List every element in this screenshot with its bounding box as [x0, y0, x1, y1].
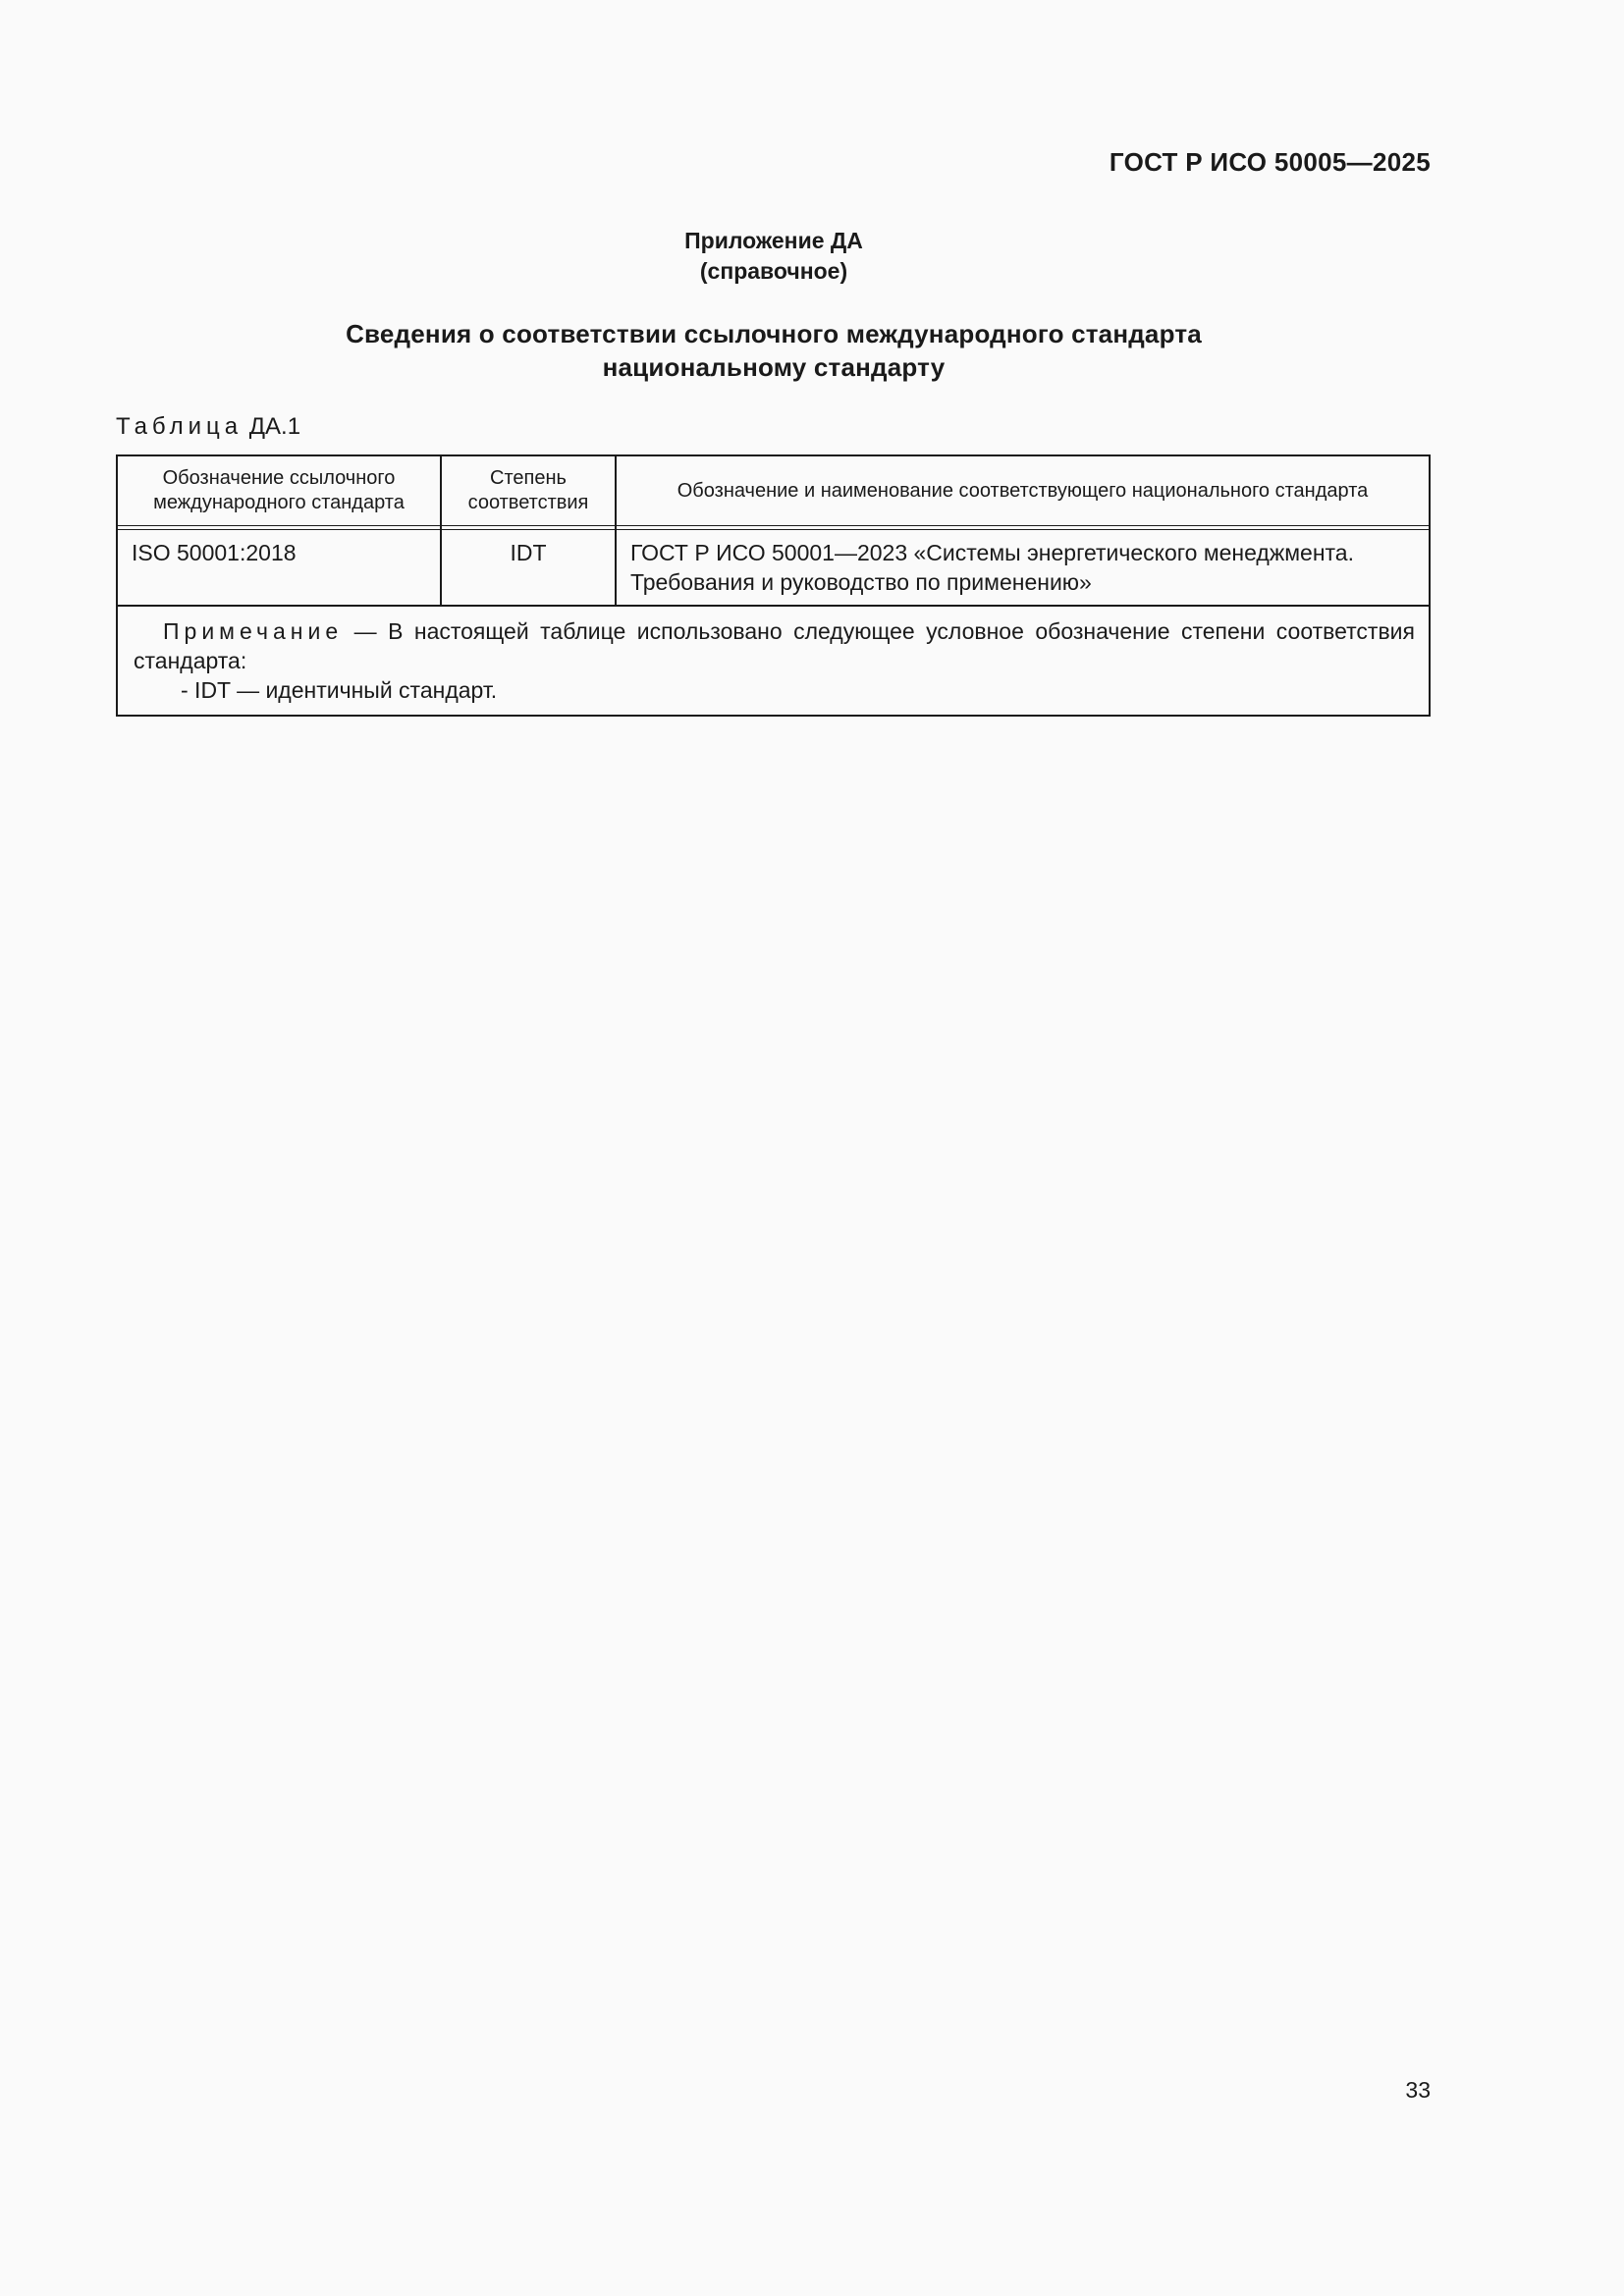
note-list-item: - IDT — идентичный стандарт.: [181, 677, 498, 703]
cell-reference-standard: ISO 50001:2018: [118, 530, 442, 605]
table-header-row: [118, 456, 1429, 525]
section-title-line-2: национальному стандарту: [602, 352, 946, 382]
header-separator-cell: [617, 526, 1429, 529]
table-row: [118, 530, 1429, 607]
column-header-degree: Степень соответствия: [442, 456, 617, 525]
table-note: [118, 607, 1429, 715]
note-text: — В настоящей таблице использовано следующее условное обозначение степени соответствия стандарта:: [134, 618, 1415, 673]
table-caption-label: Таблица: [116, 413, 244, 440]
cell-degree: IDT: [442, 530, 617, 605]
correspondence-table: [116, 454, 1431, 717]
cell-national-standard: ГОСТ Р ИСО 50001—2023 «Системы энергетического менеджмента. Требования и руководство по применению»: [630, 540, 1354, 595]
header-separator-cell: [442, 526, 617, 529]
column-header-reference: Обозначение ссылочного международного стандарта: [118, 456, 442, 525]
appendix-subtitle: (справочное): [699, 258, 848, 284]
section-title-line-1: Сведения о соответствии ссылочного международного стандарта: [346, 319, 1202, 348]
document-code: ГОСТ Р ИСО 50005—2025: [1109, 147, 1431, 177]
page-number: 33: [1405, 2077, 1431, 2103]
table-caption-number: ДА.1: [248, 413, 301, 440]
table-caption: [116, 413, 300, 441]
appendix-heading: [0, 226, 1547, 287]
note-label: Примечание: [163, 618, 344, 644]
appendix-title: Приложение ДА: [684, 228, 863, 253]
note-paragraph: [134, 616, 1415, 675]
header-separator-cell: [118, 526, 442, 529]
section-title: [0, 317, 1547, 384]
column-header-national: Обозначение и наименование соответствующего национального стандарта: [677, 479, 1369, 502]
